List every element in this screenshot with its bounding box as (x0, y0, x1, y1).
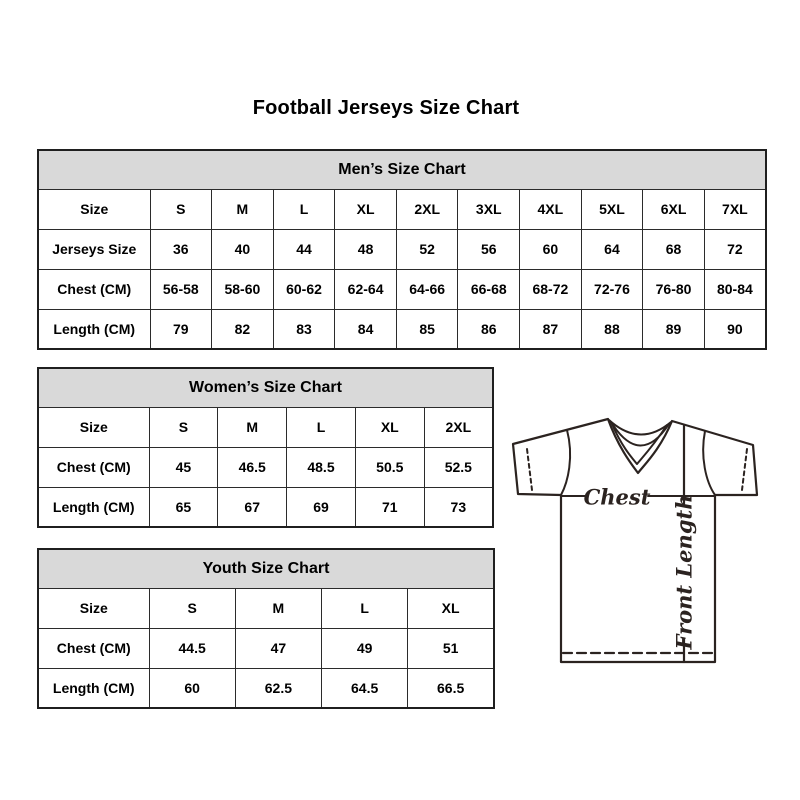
cell: 52 (396, 229, 458, 269)
cell: 89 (643, 309, 705, 349)
womens-size-table (37, 367, 494, 528)
cell: 62.5 (235, 668, 321, 708)
cell: 56 (458, 229, 520, 269)
cell: M (212, 189, 274, 229)
table-row (38, 487, 493, 527)
cell: 60-62 (273, 269, 335, 309)
cell: 64.5 (322, 668, 408, 708)
table-row (38, 269, 766, 309)
cell: 69 (287, 487, 356, 527)
cell: 44 (273, 229, 335, 269)
cell: L (287, 407, 356, 447)
cell: 82 (212, 309, 274, 349)
cell: 2XL (396, 189, 458, 229)
table-section-header: Youth Size Chart (38, 549, 494, 588)
left-armhole-seam (561, 430, 570, 495)
table-section-header: Men’s Size Chart (38, 150, 766, 189)
left-cuff-stitch (527, 449, 532, 490)
cell: XL (355, 407, 424, 447)
cell: 7XL (704, 189, 766, 229)
cell: 56-58 (150, 269, 212, 309)
cell: L (322, 588, 408, 628)
youth-size-table (37, 548, 495, 709)
cell: S (149, 588, 235, 628)
cell: 50.5 (355, 447, 424, 487)
cell: 46.5 (218, 447, 287, 487)
cell: 66.5 (408, 668, 494, 708)
cell: S (149, 407, 218, 447)
table-row (38, 407, 493, 447)
cell: 72 (704, 229, 766, 269)
cell: 4XL (520, 189, 582, 229)
cell: 80-84 (704, 269, 766, 309)
row-label: Chest (CM) (38, 269, 150, 309)
right-cuff-stitch (742, 449, 747, 490)
front-length-label: Front Length (671, 494, 697, 650)
chest-label: Chest (583, 484, 651, 510)
row-label: Length (CM) (38, 487, 149, 527)
row-label: Chest (CM) (38, 447, 149, 487)
row-label: Size (38, 407, 149, 447)
cell: 6XL (643, 189, 705, 229)
cell: 45 (149, 447, 218, 487)
cell: 65 (149, 487, 218, 527)
cell: 36 (150, 229, 212, 269)
cell: 86 (458, 309, 520, 349)
row-label: Jerseys Size (38, 229, 150, 269)
page-title: Football Jerseys Size Chart (252, 97, 520, 119)
cell: M (235, 588, 321, 628)
cell: 84 (335, 309, 397, 349)
cell: 51 (408, 628, 494, 668)
cell: 67 (218, 487, 287, 527)
cell: 2XL (424, 407, 493, 447)
cell: 87 (520, 309, 582, 349)
cell: 5XL (581, 189, 643, 229)
table-row (38, 309, 766, 349)
cell: 58-60 (212, 269, 274, 309)
cell: 3XL (458, 189, 520, 229)
cell: 47 (235, 628, 321, 668)
table-row (38, 668, 494, 708)
cell: S (150, 189, 212, 229)
cell: 88 (581, 309, 643, 349)
table-row (38, 229, 766, 269)
cell: M (218, 407, 287, 447)
mens-size-table (37, 149, 767, 350)
cell: 48.5 (287, 447, 356, 487)
row-label: Size (38, 189, 150, 229)
cell: 83 (273, 309, 335, 349)
cell: 72-76 (581, 269, 643, 309)
table-row (38, 588, 494, 628)
jersey-diagram (502, 412, 772, 670)
cell: 66-68 (458, 269, 520, 309)
row-label: Length (CM) (38, 668, 149, 708)
row-label: Length (CM) (38, 309, 150, 349)
cell: 52.5 (424, 447, 493, 487)
cell: 48 (335, 229, 397, 269)
table-row (38, 189, 766, 229)
cell: 79 (150, 309, 212, 349)
row-label: Chest (CM) (38, 628, 149, 668)
cell: 73 (424, 487, 493, 527)
cell: 68 (643, 229, 705, 269)
table-row (38, 628, 494, 668)
cell: 60 (520, 229, 582, 269)
cell: 44.5 (149, 628, 235, 668)
cell: 68-72 (520, 269, 582, 309)
cell: 90 (704, 309, 766, 349)
cell: 71 (355, 487, 424, 527)
cell: 76-80 (643, 269, 705, 309)
cell: 40 (212, 229, 274, 269)
cell: L (273, 189, 335, 229)
cell: XL (408, 588, 494, 628)
table-row (38, 447, 493, 487)
row-label: Size (38, 588, 149, 628)
table-section-header: Women’s Size Chart (38, 368, 493, 407)
cell: 62-64 (335, 269, 397, 309)
jersey-outline (513, 419, 757, 662)
right-armhole-seam (703, 431, 715, 495)
cell: 64-66 (396, 269, 458, 309)
cell: 60 (149, 668, 235, 708)
cell: 64 (581, 229, 643, 269)
cell: 85 (396, 309, 458, 349)
cell: XL (335, 189, 397, 229)
cell: 49 (322, 628, 408, 668)
